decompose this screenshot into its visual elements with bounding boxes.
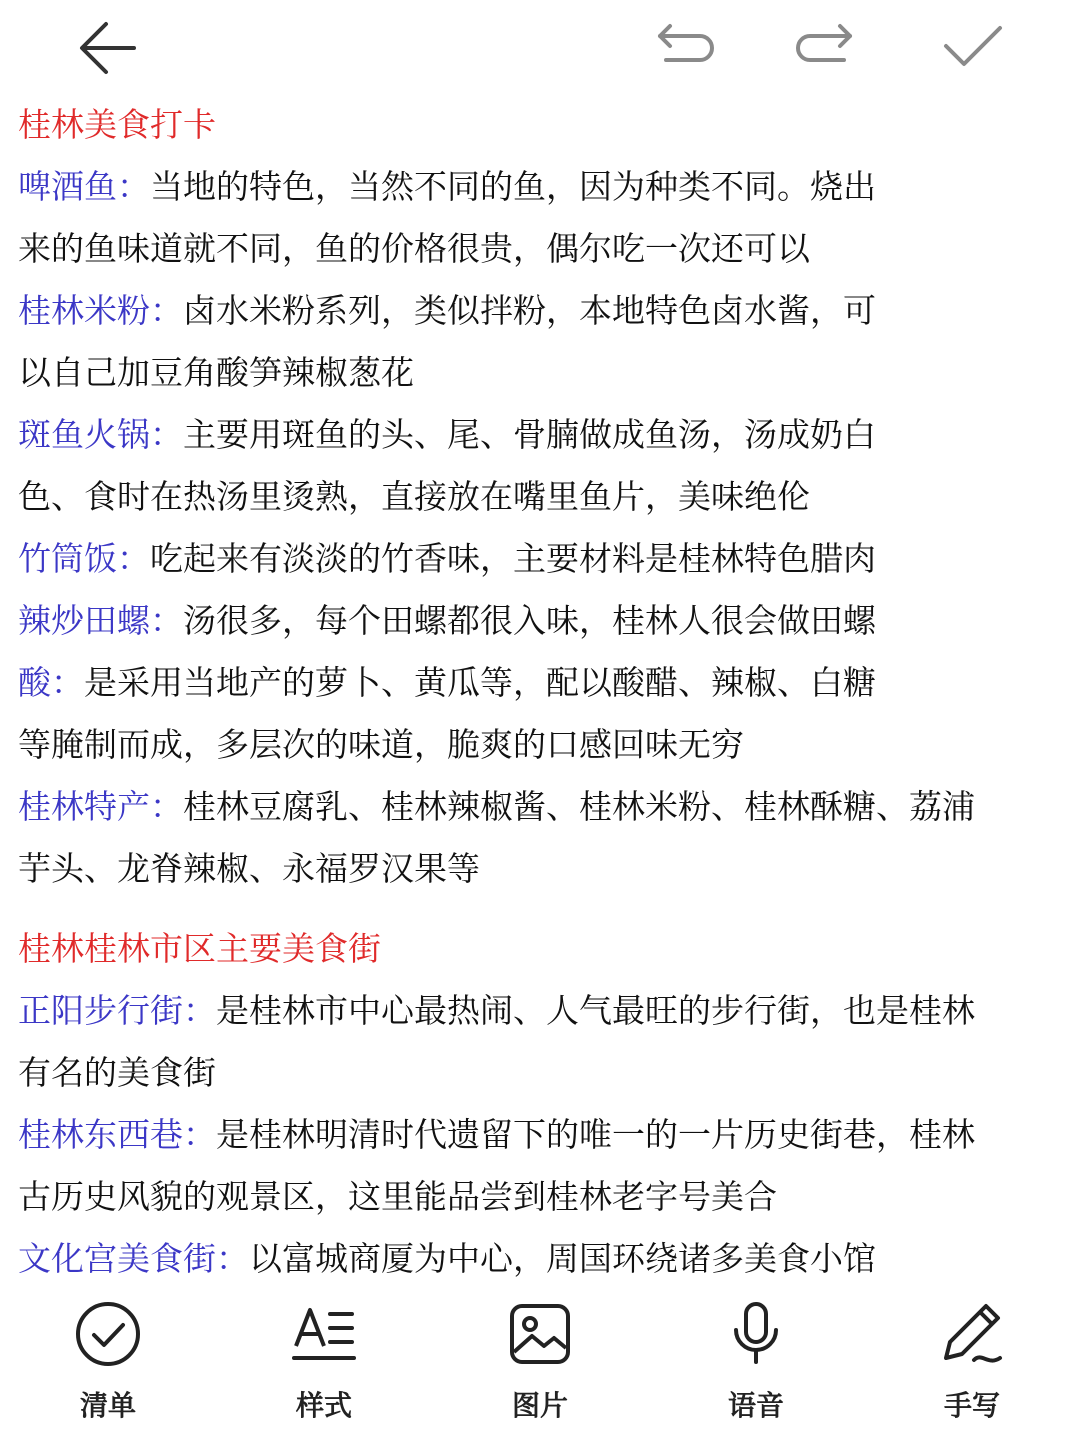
food-term: 酸： [18,663,84,702]
handwriting-button[interactable] [902,1298,1042,1428]
check-icon [940,16,1004,80]
text-style-icon [288,1298,360,1370]
street-desc: 是桂林市中心最热闹、人气最旺的步行街，也是桂林 [216,991,975,1030]
paragraph-gap [18,900,1068,918]
food-desc: 卤水米粉系列，类似拌粉，本地特色卤水酱，可 [183,291,876,330]
food-desc: 汤很多，每个田螺都很入味，桂林人很会做田螺 [183,601,876,640]
food-item-fish-hotpot [18,404,1068,528]
street-item-culture-palace [18,1228,1068,1290]
street-term: 正阳步行街： [18,991,216,1030]
food-item-specialties [18,776,1068,900]
confirm-button[interactable] [936,12,1008,84]
food-term: 桂林米粉： [18,291,183,330]
undo-icon [652,16,716,80]
checklist-icon [72,1298,144,1370]
redo-icon [794,16,858,80]
food-desc: 桂林豆腐乳、桂林辣椒酱、桂林米粉、桂林酥糖、荔浦 [183,787,975,826]
arrow-left-icon [76,16,140,80]
food-term: 斑鱼火锅： [18,415,183,454]
food-term: 竹筒饭： [18,539,150,578]
handwriting-label: 手写 [943,1389,1000,1422]
food-item-pickles [18,652,1068,776]
microphone-icon [720,1298,792,1370]
image-button[interactable] [470,1298,610,1428]
food-desc-cont: 来的鱼味道就不同，鱼的价格很贵，偶尔吃一次还可以 [18,229,810,268]
section-title-food-streets: 桂林桂林市区主要美食街 [18,929,381,968]
food-item-bamboo-rice [18,528,1068,590]
back-button[interactable] [72,12,144,84]
food-item-guilin-rice-noodle [18,280,1068,404]
food-desc-cont: 芋头、龙脊辣椒、永福罗汉果等 [18,849,480,888]
food-desc-cont: 色、食时在热汤里烫熟，直接放在嘴里鱼片，美味绝伦 [18,477,810,516]
street-term: 文化宫美食街： [18,1239,249,1278]
food-desc-cont: 等腌制而成，多层次的味道，脆爽的口感回味无穷 [18,725,744,764]
street-item-zhengyang [18,980,1068,1104]
food-term: 啤酒鱼： [18,167,150,206]
street-desc: 是桂林明清时代遗留下的唯一的一片历史街巷，桂林 [216,1115,975,1154]
style-label: 样式 [295,1389,352,1422]
section-title-food: 桂林美食打卡 [18,105,216,144]
food-term: 桂林特产： [18,787,183,826]
food-desc: 吃起来有淡淡的竹香味，主要材料是桂林特色腊肉 [150,539,876,578]
food-desc-cont: 以自己加豆角酸笋辣椒葱花 [18,353,414,392]
redo-button[interactable] [790,12,862,84]
food-desc: 主要用斑鱼的头、尾、骨腩做成鱼汤，汤成奶白 [183,415,876,454]
street-desc-cont: 古历史风貌的观景区，这里能品尝到桂林老字号美合 [18,1177,777,1216]
style-button[interactable] [254,1298,394,1428]
street-item-dongxi-lane [18,1104,1068,1228]
undo-button[interactable] [648,12,720,84]
image-icon [504,1298,576,1370]
food-desc: 当地的特色，当然不同的鱼，因为种类不同。烧出 [150,167,876,206]
bottom-toolbar [0,1288,1080,1440]
voice-button[interactable] [686,1298,826,1428]
voice-label: 语音 [727,1389,784,1422]
pen-icon [936,1298,1008,1370]
food-term: 辣炒田螺： [18,601,183,640]
image-label: 图片 [511,1389,568,1422]
street-desc: 以富城商厦为中心，周国环绕诸多美食小馆 [249,1239,876,1278]
food-desc: 是采用当地产的萝卜、黄瓜等，配以酸醋、辣椒、白糖 [84,663,876,702]
food-item-beer-fish [18,156,1068,280]
street-term: 桂林东西巷： [18,1115,216,1154]
food-item-spicy-snail [18,590,1068,652]
top-toolbar [0,0,1080,96]
street-desc-cont: 有名的美食街 [18,1053,216,1092]
checklist-button[interactable] [38,1298,178,1428]
checklist-label: 清单 [79,1389,136,1422]
note-editor[interactable] [18,94,1068,1290]
